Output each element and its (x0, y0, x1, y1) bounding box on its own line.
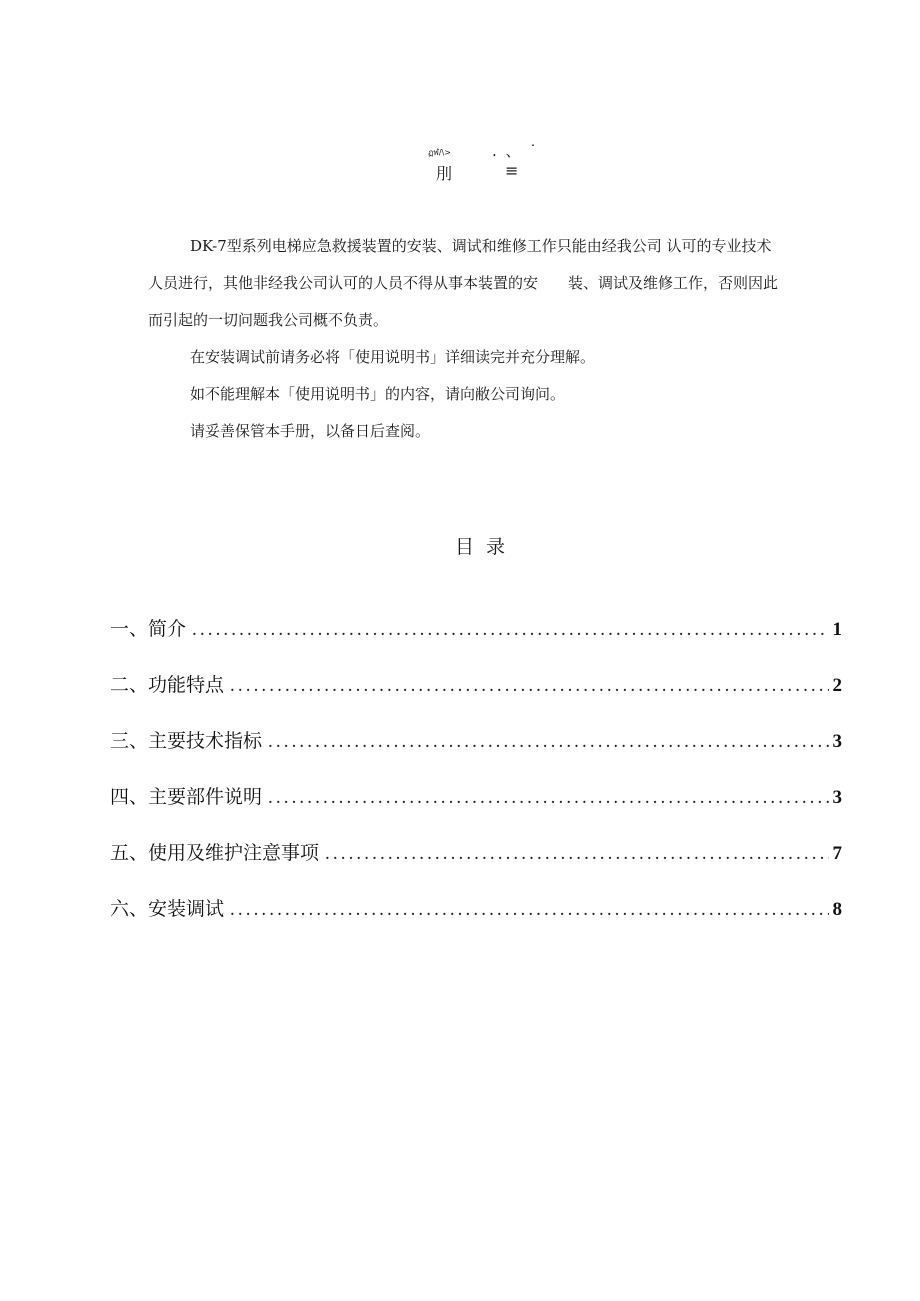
toc-entry[interactable] (110, 726, 842, 782)
preface-paragraph-3: 如不能理解本「使用说明书」的内容，请向敝公司询问。 (190, 385, 566, 403)
toc-dot-leader (230, 899, 828, 921)
toc-dot-leader (268, 731, 828, 753)
heading-garbled-text: ฏฬ/\> (428, 148, 451, 157)
preface-paragraph-4: 请妥善保管本手册，以备日后查阅。 (190, 422, 431, 440)
toc-page-number: 3 (832, 787, 842, 808)
toc-dot-leader (268, 787, 828, 809)
toc-dot-leader (230, 675, 828, 697)
toc-page-number: 3 (832, 731, 842, 752)
toc-page-number: 1 (832, 619, 842, 640)
toc-dot-leader (192, 619, 828, 641)
preface-paragraph-1-line-2: 人员进行，其他非经我公司认可的人员不得从事本装置的安 装、调试及维修工作，否则因此 (148, 274, 779, 292)
toc-entry-label: 二、功能特点 (110, 674, 225, 696)
preface-paragraph-2: 在安装调试前请务必将「使用说明书」详细读完并充分理解。 (190, 348, 596, 366)
heading-right-char: ≡ (505, 161, 519, 180)
toc-entry[interactable] (110, 614, 842, 670)
toc-page-number: 2 (832, 675, 842, 696)
toc-entry-label: 三、主要技术指标 (110, 730, 263, 752)
toc-title: 目录 (455, 536, 518, 558)
preface-paragraph-1-line-1: DK-7型系列电梯应急救援装置的安装、调试和维修工作只能由经我公司 认可的专业技术 (190, 237, 772, 255)
toc-entry-label: 四、主要部件说明 (110, 786, 263, 808)
preface-section (148, 228, 854, 450)
heading-left-char: 刖 (436, 164, 453, 183)
toc-page-number: 8 (832, 899, 842, 920)
toc-dot-leader (325, 843, 828, 865)
toc-entry-label: 六、安装调试 (110, 898, 225, 920)
toc-entry[interactable] (110, 838, 842, 894)
toc-entry-label: 五、使用及维护注意事项 (110, 842, 320, 864)
toc-entry-label: 一、简介 (110, 618, 187, 640)
toc-entry[interactable] (110, 894, 842, 950)
preface-paragraph-1-line-3: 而引起的一切问题我公司概不负责。 (148, 311, 389, 329)
toc-list (110, 614, 842, 950)
toc-page-number: 7 (832, 843, 842, 864)
toc-entry[interactable] (110, 782, 842, 838)
heading-garbled-marks: . 、 ˙ (492, 142, 539, 160)
toc-entry[interactable] (110, 670, 842, 726)
